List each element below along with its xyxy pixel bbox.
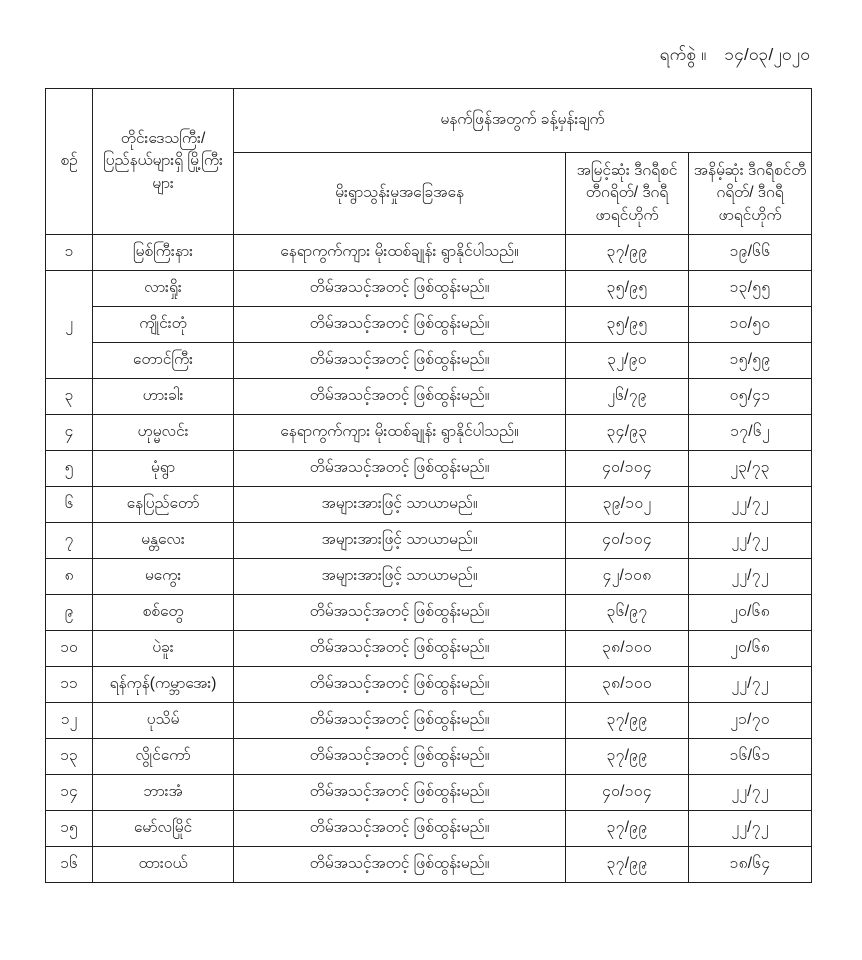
- min-temp-cell: ၁၇/၆၂: [689, 415, 812, 451]
- max-temp-cell: ၃၉/၁၀၂: [566, 487, 689, 523]
- min-temp-cell: ၀၅/၄၁: [689, 379, 812, 415]
- max-temp-cell: ၃၆/၉၇: [566, 595, 689, 631]
- city-cell: လွိုင်ကော်: [93, 739, 234, 775]
- city-cell: မန္တလေး: [93, 523, 234, 559]
- max-temp-cell: ၃၅/၉၅: [566, 271, 689, 307]
- max-temp-cell: ၃၇/၉၉: [566, 811, 689, 847]
- min-temp-cell: ၂၂/၇၂: [689, 523, 812, 559]
- serial-cell: ၁၄: [46, 775, 93, 811]
- min-temp-cell: ၁၃/၅၅: [689, 271, 812, 307]
- serial-cell: ၇: [46, 523, 93, 559]
- forecast-cell: တိမ်အသင့်အတင့် ဖြစ်ထွန်းမည်။: [234, 271, 566, 307]
- serial-cell: ၁၁: [46, 667, 93, 703]
- min-temp-cell: ၂၃/၇၃: [689, 451, 812, 487]
- max-temp-cell: ၃၇/၉၉: [566, 739, 689, 775]
- max-temp-cell: ၃၄/၉၃: [566, 415, 689, 451]
- forecast-cell: တိမ်အသင့်အတင့် ဖြစ်ထွန်းမည်။: [234, 667, 566, 703]
- max-temp-cell: ၄၂/၁၀၈: [566, 559, 689, 595]
- forecast-cell: တိမ်အသင့်အတင့် ဖြစ်ထွန်းမည်။: [234, 703, 566, 739]
- header-max-temp: အမြင့်ဆုံး ဒီဂရီစင်တီဂရိတ်/ ဒီဂရီဖာရင်ဟိုက်: [566, 153, 689, 235]
- forecast-cell: တိမ်အသင့်အတင့် ဖြစ်ထွန်းမည်။: [234, 631, 566, 667]
- min-temp-cell: ၂၂/၇၂: [689, 559, 812, 595]
- header-cities: တိုင်းဒေသကြီး/ ပြည်နယ်များရှိ မြို့ကြီးများ: [93, 89, 234, 235]
- max-temp-cell: ၃၈/၁၀၀: [566, 667, 689, 703]
- serial-cell: ၄: [46, 415, 93, 451]
- city-cell: ကျိုင်းတုံ: [93, 307, 234, 343]
- table-row: [46, 739, 812, 775]
- table-row: [46, 487, 812, 523]
- table-row: [46, 559, 812, 595]
- forecast-cell: တိမ်အသင့်အတင့် ဖြစ်ထွန်းမည်။: [234, 739, 566, 775]
- serial-cell: ၁၀: [46, 631, 93, 667]
- serial-cell: ၉: [46, 595, 93, 631]
- forecast-cell: အများအားဖြင့် သာယာမည်။: [234, 523, 566, 559]
- max-temp-cell: ၃၅/၉၅: [566, 307, 689, 343]
- header-min-temp: အနိမ့်ဆုံး ဒီဂရီစင်တီဂရိတ်/ ဒီဂရီဖာရင်ဟိုက်: [689, 153, 812, 235]
- min-temp-cell: ၂၂/၇၂: [689, 775, 812, 811]
- date-label: ရက်စွဲ ။: [659, 45, 707, 64]
- city-cell: ဟုမ္မလင်း: [93, 415, 234, 451]
- header-rain: မိုးရွာသွန်းမှုအခြေအနေ: [234, 153, 566, 235]
- city-cell: မုံရွာ: [93, 451, 234, 487]
- max-temp-cell: ၂၆/၇၉: [566, 379, 689, 415]
- forecast-cell: တိမ်အသင့်အတင့် ဖြစ်ထွန်းမည်။: [234, 451, 566, 487]
- max-temp-cell: ၃၂/၉၀: [566, 343, 689, 379]
- table-row: [46, 523, 812, 559]
- date-line: [660, 44, 810, 69]
- header-serial: စဉ်: [46, 89, 93, 235]
- forecast-cell: နေရာကွက်ကျား မိုးထစ်ချုန်း ရွာနိုင်ပါသည်။: [234, 235, 566, 271]
- city-cell: မြစ်ကြီးနား: [93, 235, 234, 271]
- min-temp-cell: ၂၂/၇၂: [689, 811, 812, 847]
- max-temp-cell: ၃၇/၉၉: [566, 703, 689, 739]
- serial-cell: ၁၃: [46, 739, 93, 775]
- max-temp-cell: ၄၀/၁၀၄: [566, 775, 689, 811]
- serial-cell: ၆: [46, 487, 93, 523]
- city-cell: ထားဝယ်: [93, 847, 234, 883]
- max-temp-cell: ၄၀/၁၀၄: [566, 523, 689, 559]
- table-row: [46, 631, 812, 667]
- table-row: [46, 811, 812, 847]
- max-temp-cell: ၄၀/၁၀၄: [566, 451, 689, 487]
- forecast-cell: တိမ်အသင့်အတင့် ဖြစ်ထွန်းမည်။: [234, 811, 566, 847]
- table-row: [46, 271, 812, 307]
- forecast-cell: တိမ်အသင့်အတင့် ဖြစ်ထွန်းမည်။: [234, 595, 566, 631]
- city-cell: ဟားခါး: [93, 379, 234, 415]
- table-row: [46, 343, 812, 379]
- city-cell: ပဲခူး: [93, 631, 234, 667]
- max-temp-cell: ၃၈/၁၀၀: [566, 631, 689, 667]
- serial-cell: ၁၆: [46, 847, 93, 883]
- min-temp-cell: ၂၀/၆၈: [689, 595, 812, 631]
- min-temp-cell: ၂၂/၇၂: [689, 667, 812, 703]
- serial-cell: ၁: [46, 235, 93, 271]
- min-temp-cell: ၁၅/၅၉: [689, 343, 812, 379]
- forecast-cell: တိမ်အသင့်အတင့် ဖြစ်ထွန်းမည်။: [234, 343, 566, 379]
- table-row: [46, 595, 812, 631]
- table-row: [46, 235, 812, 271]
- table-row: [46, 847, 812, 883]
- forecast-cell: တိမ်အသင့်အတင့် ဖြစ်ထွန်းမည်။: [234, 847, 566, 883]
- city-cell: မကွေး: [93, 559, 234, 595]
- table-row: [46, 703, 812, 739]
- serial-cell: ၂: [46, 271, 93, 379]
- table-row: [46, 667, 812, 703]
- forecast-table: [45, 88, 812, 883]
- max-temp-cell: ၃၇/၉၉: [566, 235, 689, 271]
- serial-cell: ၃: [46, 379, 93, 415]
- serial-cell: ၁၂: [46, 703, 93, 739]
- min-temp-cell: ၁၈/၆၄: [689, 847, 812, 883]
- table-row: [46, 307, 812, 343]
- table-row: [46, 379, 812, 415]
- forecast-cell: အများအားဖြင့် သာယာမည်။: [234, 487, 566, 523]
- city-cell: တောင်ကြီး: [93, 343, 234, 379]
- min-temp-cell: ၁၉/၆၆: [689, 235, 812, 271]
- date-value: ၁၄/၀၃/၂၀၂၀: [724, 45, 810, 64]
- forecast-cell: အများအားဖြင့် သာယာမည်။: [234, 559, 566, 595]
- city-cell: လားရှိုး: [93, 271, 234, 307]
- min-temp-cell: ၂၂/၇၂: [689, 487, 812, 523]
- serial-cell: ၈: [46, 559, 93, 595]
- city-cell: ပုသိမ်: [93, 703, 234, 739]
- table-row: [46, 415, 812, 451]
- city-cell: စစ်တွေ: [93, 595, 234, 631]
- city-cell: ဘားအံ: [93, 775, 234, 811]
- forecast-cell: တိမ်အသင့်အတင့် ဖြစ်ထွန်းမည်။: [234, 775, 566, 811]
- header-forecast-group: မနက်ဖြန်အတွက် ခန့်မှန်းချက်: [234, 89, 812, 153]
- forecast-cell: နေရာကွက်ကျား မိုးထစ်ချုန်း ရွာနိုင်ပါသည်။: [234, 415, 566, 451]
- forecast-cell: တိမ်အသင့်အတင့် ဖြစ်ထွန်းမည်။: [234, 379, 566, 415]
- min-temp-cell: ၂၀/၆၈: [689, 631, 812, 667]
- city-cell: နေပြည်တော်: [93, 487, 234, 523]
- table-row: [46, 775, 812, 811]
- city-cell: ရန်ကုန်(ကမ္ဘာအေး): [93, 667, 234, 703]
- min-temp-cell: ၁၆/၆၁: [689, 739, 812, 775]
- min-temp-cell: ၁၀/၅၀: [689, 307, 812, 343]
- forecast-cell: တိမ်အသင့်အတင့် ဖြစ်ထွန်းမည်။: [234, 307, 566, 343]
- table-row: [46, 451, 812, 487]
- city-cell: မော်လမြိုင်: [93, 811, 234, 847]
- min-temp-cell: ၂၁/၇၀: [689, 703, 812, 739]
- max-temp-cell: ၃၇/၉၉: [566, 847, 689, 883]
- serial-cell: ၁၅: [46, 811, 93, 847]
- serial-cell: ၅: [46, 451, 93, 487]
